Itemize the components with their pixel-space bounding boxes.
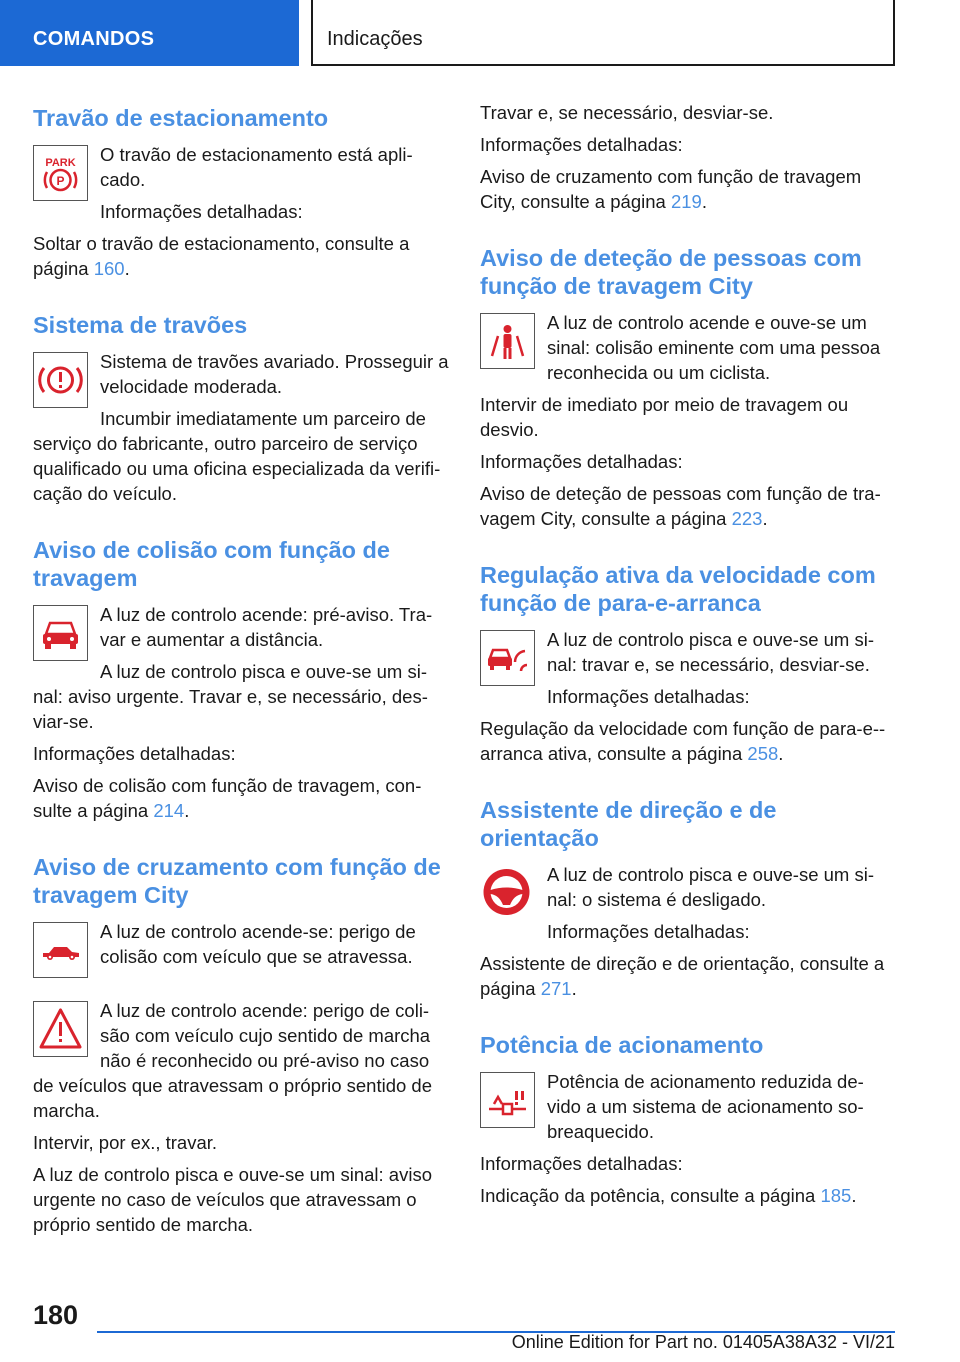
text: Intervir, por ex., travar. xyxy=(33,1132,218,1153)
text: Informações detalhadas: xyxy=(547,921,750,942)
text: O travão de estacionamento está apli‐cado. xyxy=(100,144,413,190)
text: de veículos que atravessam o próprio sentido de marcha. xyxy=(33,1075,433,1121)
chapter-tab xyxy=(311,0,895,66)
text: Informações detalhadas: xyxy=(480,134,683,155)
text-span: Soltar o travão de estacionamento, consulte a página xyxy=(33,233,410,279)
text: Aviso de cruzamento com função de travagem City, consulte a página 219. xyxy=(480,166,862,212)
text: A luz de controlo pisca e ouve-se um si‐nal: travar e, se necessário, desviar-se. xyxy=(547,629,874,675)
page-link[interactable]: 219 xyxy=(670,191,702,212)
car-radar-icon xyxy=(480,630,535,686)
text-span: Regulação da velocidade com função de para-e--arranca ativa, consulte a página xyxy=(480,718,886,764)
text: A luz de controlo acende: pré-aviso. Tra‐var e aumentar a distância. xyxy=(100,604,433,650)
section-title: COMANDOS xyxy=(33,28,155,50)
text-span: Aviso de colisão com função de travagem, con‐sulte a página xyxy=(33,775,422,821)
text: A luz de controlo acende e ouve-se um sinal: colisão eminente com uma pessoa reconhecida ou um ciclista. xyxy=(547,312,881,383)
heading-collision-warning: Aviso de colisão com função de travagem xyxy=(33,537,390,591)
brake-warning-icon xyxy=(33,352,88,408)
text: Assistente de direção e de orientação, consulte a página 271. xyxy=(480,953,885,999)
warning-triangle-icon xyxy=(33,1001,88,1057)
text: Intervir de imediato por meio de travagem ou desvio. xyxy=(480,394,849,440)
text: A luz de controlo acende: perigo de coli‐são com veículo cujo sentido de marcha não é reconhecido ou pré-aviso no caso xyxy=(100,1000,431,1071)
text: A luz de controlo pisca e ouve-se um si‐nal: o sistema é desligado. xyxy=(547,864,874,910)
text: Travar e, se necessário, desviar-se. xyxy=(480,102,774,123)
right-column xyxy=(480,100,896,1215)
text: Informações detalhadas: xyxy=(547,686,750,707)
pedestrian-icon xyxy=(480,313,535,369)
heading-cross-traffic: Aviso de cruzamento com função de travagem City xyxy=(33,854,441,908)
text: A luz de controlo pisca e ouve-se um sinal: aviso urgente no caso de veículos que atravessam o próprio sentido de marcha. xyxy=(33,1164,432,1235)
page-number: 180 xyxy=(33,1300,79,1330)
drivetrain-icon xyxy=(480,1072,535,1128)
text: A luz de controlo pisca e ouve-se um si‐ xyxy=(100,661,427,682)
heading-steering-assistant: Assistente de direção e de orientação xyxy=(480,797,777,851)
svg-text:P: P xyxy=(56,174,65,188)
heading-drive-power: Potência de acionamento xyxy=(480,1032,764,1058)
text: Aviso de deteção de pessoas com função de tra‐vagem City, consulte a página 223. xyxy=(480,483,881,529)
text: A luz de controlo acende-se: perigo de colisão com veículo que se atravessa. xyxy=(100,921,416,967)
page-link[interactable]: 223 xyxy=(731,508,763,529)
text: Informações detalhadas: xyxy=(100,201,303,222)
page-link[interactable]: 258 xyxy=(747,743,779,764)
heading-brake-system: Sistema de travões xyxy=(33,312,248,338)
text: Sistema de travões avariado. Prosseguir a velocidade moderada. xyxy=(100,351,449,397)
car-front-icon xyxy=(33,605,88,661)
park-brake-icon xyxy=(33,145,88,201)
text: Regulação da velocidade com função de para-e--arranca ativa, consulte a página 258. xyxy=(480,718,886,764)
text: Informações detalhadas: xyxy=(480,1153,683,1174)
text: Potência de acionamento reduzida de‐vido a um sistema de acionamento so‐breaquecido. xyxy=(547,1071,864,1142)
footer-edition: Online Edition for Part no. 01405A38A32 - VI/21 xyxy=(511,1332,895,1352)
car-side-icon xyxy=(33,922,88,978)
text: Indicação da potência, consulte a página 185. xyxy=(480,1185,857,1206)
heading-active-cruise: Regulação ativa da velocidade com função de para-e-arranca xyxy=(480,562,876,616)
text-span: Assistente de direção e de orientação, consulte a página xyxy=(480,953,885,999)
steering-wheel-icon xyxy=(480,865,535,921)
section-tab xyxy=(0,0,299,66)
text: Incumbir imediatamente um parceiro de xyxy=(100,408,426,429)
svg-text:PARK: PARK xyxy=(45,157,76,169)
text: Aviso de colisão com função de travagem, con‐sulte a página 214. xyxy=(33,775,422,821)
text: Informações detalhadas: xyxy=(33,743,236,764)
text-span: Indicação da potência, consulte a página xyxy=(480,1185,821,1206)
text-span: Aviso de cruzamento com função de travagem City, consulte a página xyxy=(480,166,862,212)
heading-pedestrian-warning: Aviso de deteção de pessoas com função de travagem City xyxy=(480,245,862,299)
chapter-title: Indicações xyxy=(327,28,423,50)
text: Informações detalhadas: xyxy=(480,451,683,472)
page-link[interactable]: 214 xyxy=(153,800,185,821)
text-span: Aviso de deteção de pessoas com função de tra‐vagem City, consulte a página xyxy=(480,483,881,529)
page-link[interactable]: 185 xyxy=(820,1185,852,1206)
page-link[interactable]: 160 xyxy=(93,258,125,279)
text: nal: aviso urgente. Travar e, se necessário, des‐viar-se. xyxy=(33,686,428,732)
text: serviço do fabricante, outro parceiro de serviço qualificado ou uma oficina especializada da verifi‐cação do veículo. xyxy=(33,433,441,504)
left-column xyxy=(33,100,449,1244)
text: Soltar o travão de estacionamento, consulte a página 160. xyxy=(33,233,410,279)
page-link[interactable]: 271 xyxy=(540,978,572,999)
heading-parking-brake: Travão de estacionamento xyxy=(33,105,329,131)
